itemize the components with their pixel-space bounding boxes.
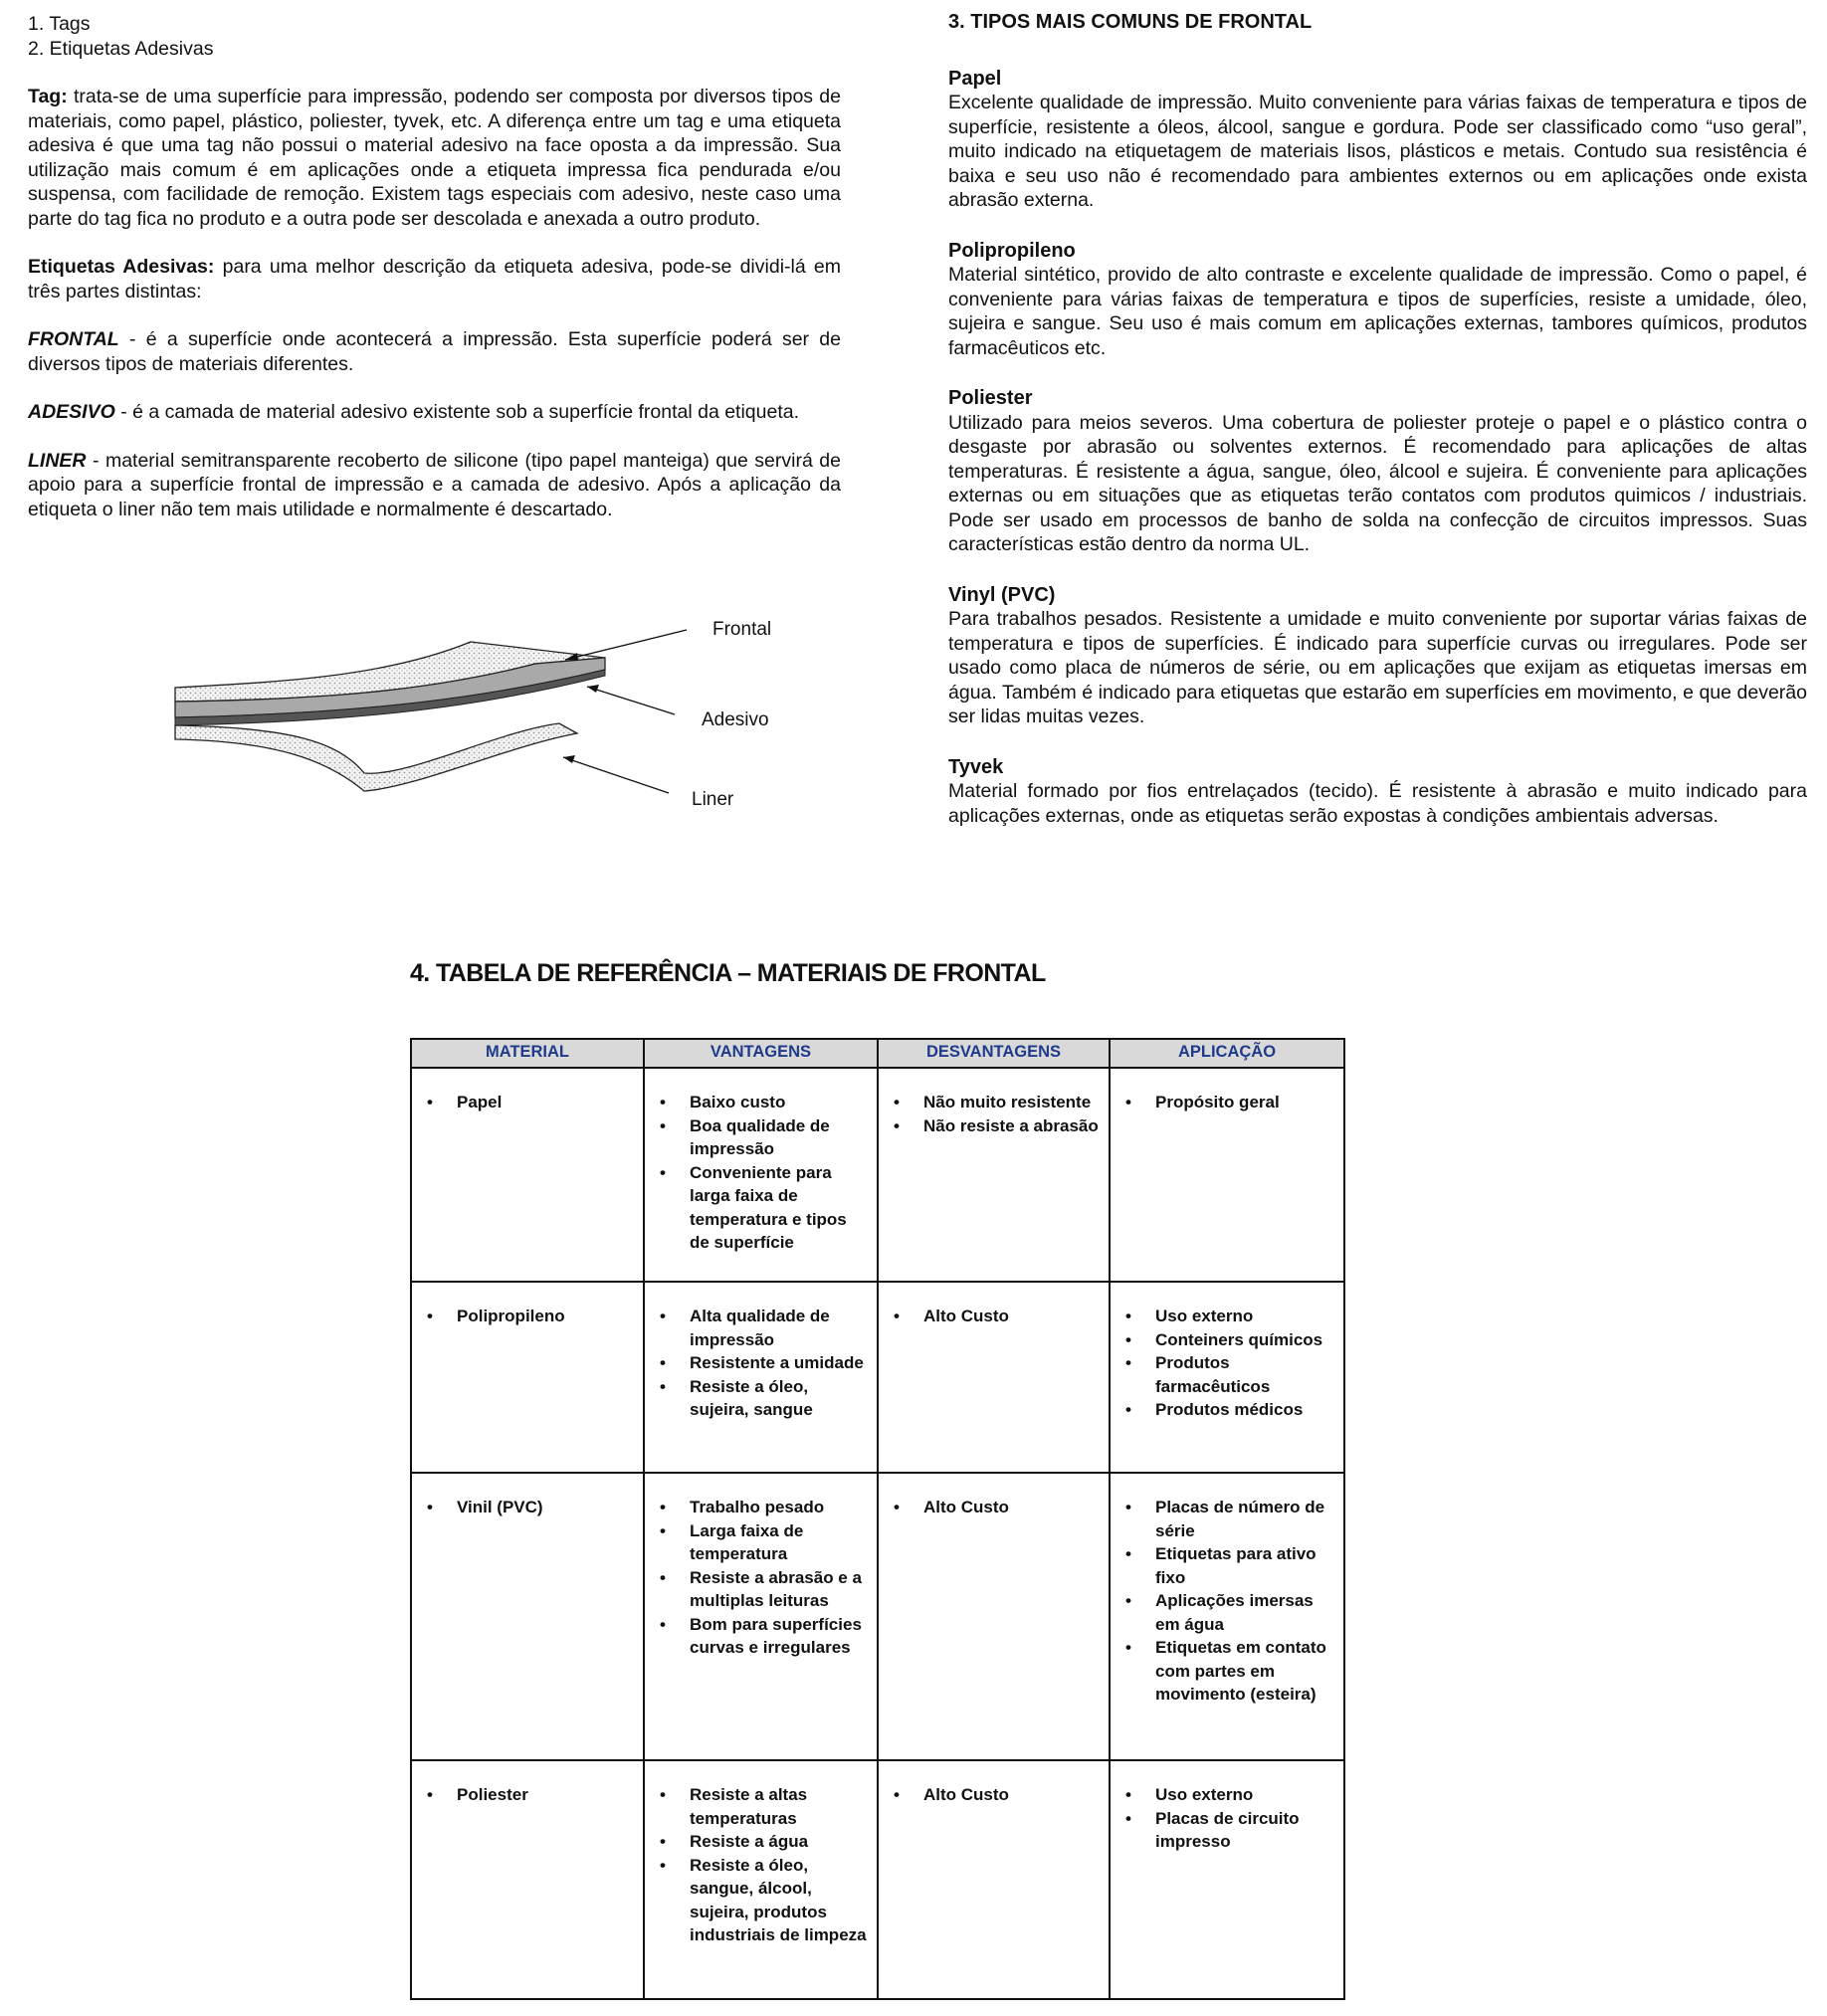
bullet-item: • Etiquetas em contato com partes em movimento (esteira) [1155,1636,1337,1707]
bullet-list [889,1496,1103,1519]
bullet-item: • Poliester [457,1783,637,1807]
paragraph-text: - é a superfície onde acontecerá a impressão. Esta superfície poderá ser de diversos tipos de materiais diferentes. [28,328,841,375]
column-header-aplicacao: APLICAÇÃO [1110,1039,1344,1068]
term-adesivo: ADESIVO [28,401,115,423]
table-cell-material [411,1473,644,1760]
bullet-item: • Produtos farmacêuticos [1155,1351,1337,1398]
table-header-row [411,1039,1344,1068]
bullet-item: • Uso externo [1155,1783,1337,1807]
bullet-item: • Placas de circuito impresso [1155,1807,1337,1854]
liner-layer [175,723,577,791]
table-cell-aplicacao [1110,1068,1344,1282]
section-body: Utilizado para meios severos. Uma cobertura de poliester proteje o papel e o plástico contra o desgaste por abrasão ou solventes externos. É recomendado para aplicações de altas temperaturas. É resistente a água, sangue, óleo, álcool e sujeira. É conveniente para aplicações externas ou em situações que as etiquetas terão contatos com produtos quimicos / industriais. Pode ser usado em processos de banho de solda na confecção de circuitos impressos. Suas características estão dentro da norma UL. [948,411,1807,555]
bullet-item: • Resiste a altas temperaturas [690,1783,871,1830]
bullet-list [889,1091,1103,1137]
label-adesivo: Adesivo [702,709,769,730]
label-liner: Liner [692,789,734,810]
table-cell-aplicacao [1110,1473,1344,1760]
bullet-item: • Propósito geral [1155,1091,1337,1114]
table-cell-vantagens [644,1068,878,1282]
bullet-item: • Alto Custo [923,1305,1103,1328]
section-body: Material sintético, provido de alto contraste e excelente qualidade de impressão. Como o papel, é conveniente para várias faixas de temperatura e tipos de superfícies, resiste a umidade, óleo, sujeira e sangue. Seu uso é mais comum em aplicações externas, tambores químicos, produtos farmacêuticos etc. [948,264,1807,359]
reference-table [410,1038,1345,2000]
bullet-item: • Polipropileno [457,1305,637,1328]
material-section-tyvek [948,755,1807,829]
material-section-polipropileno [948,239,1807,361]
paragraph-tag [28,85,841,231]
paragraph-text: - é a camada de material adesivo existente sob a superfície frontal da etiqueta. [114,401,800,423]
bullet-item: • Não resiste a abrasão [923,1114,1103,1138]
section-body: Excelente qualidade de impressão. Muito conveniente para várias faixas de temperatura e tipos de superfície, resistente a óleos, álcool, sangue e gordura. Pode ser classificado como “uso geral”, muito indicado na etiquetagem de materiais lisos, plásticos e metais. Contudo sua resistência é baixa e seu uso não é recomendado para ambientes externos ou em aplicações onde exista abrasão externa. [948,92,1807,211]
list-item: 1. Tags [28,13,91,35]
bullet-item: • Resiste a abrasão e a multiplas leituras [690,1566,871,1613]
bullet-item: • Papel [457,1091,637,1114]
table-cell-vantagens [644,1282,878,1473]
table-body [411,1068,1344,1999]
bullet-list [422,1091,637,1114]
table-cell-desvantagens [878,1282,1110,1473]
bullet-item: • Bom para superfícies curvas e irregulares [690,1613,871,1660]
bullet-item: • Alto Custo [923,1496,1103,1519]
table-cell-desvantagens [878,1068,1110,1282]
bullet-list [655,1783,871,1947]
material-section-poliester [948,386,1807,557]
bullet-list [422,1783,637,1807]
bullet-item: • Trabalho pesado [690,1496,871,1519]
material-section-vinyl [948,583,1807,729]
table-cell-aplicacao [1110,1282,1344,1473]
bullet-list [1120,1783,1337,1854]
table-row [411,1068,1344,1282]
bullet-item: • Placas de número de série [1155,1496,1337,1542]
table-title: 4. TABELA DE REFERÊNCIA – MATERIAIS DE FRONTAL [410,959,1046,987]
bullet-list [655,1305,871,1422]
right-column [948,10,1807,854]
section-body: Material formado por fios entrelaçados (tecido). É resistente à abrasão e muito indicado para aplicações externas, onde as etiquetas serão expostas à condições ambientais adversas. [948,780,1807,827]
column-header-material: MATERIAL [411,1039,644,1068]
term-frontal: FRONTAL [28,328,119,350]
label-frontal: Frontal [712,619,772,640]
table-cell-vantagens [644,1760,878,1999]
paragraph-text: para uma melhor descrição da etiqueta adesiva, pode-se dividi-lá em três partes distintas: [28,256,842,302]
term-etiquetas-adesivas: Etiquetas Adesivas: [28,256,215,278]
table-cell-material [411,1760,644,1999]
paragraph-text: trata-se de uma superfície para impressão, podendo ser composta por diversos tipos de materiais, como papel, plástico, poliester, tyvek, etc. A diferença entre um tag e uma etiqueta adesiva é que uma tag não possui o material adesivo na face oposta a da impressão. Sua utilização mais comum é em aplicações onde a etiqueta impressa fica pendurada e/ou suspensa, com facilidade de remoção. Existem tags especiais com adesivo, neste caso uma parte do tag fica no produto e a outra pode ser descolada e anexada a outro produto. [28,86,841,230]
bullet-item: • Larga faixa de temperatura [690,1519,871,1566]
list-item: 2. Etiquetas Adesivas [28,37,214,60]
bullet-item: • Resiste a óleo, sujeira, sangue [690,1375,871,1422]
bullet-item: • Produtos médicos [1155,1398,1337,1422]
table-cell-material [411,1068,644,1282]
section-body: Para trabalhos pesados. Resistente a umidade e muito conveniente por suportar várias faixas de temperatura e tipos de superfícies. É indicado para superfície curvas ou irregulares. Pode ser usado como placa de números de série, ou em aplicações que exijam as etiquetas imersas em água. Também é indicado para etiquetas que estarão em superfícies em movimento, e que deverão ser lidas muitas vezes. [948,608,1807,727]
bullet-list [422,1496,637,1519]
section-title: Tyvek [948,755,1004,778]
bullet-item: • Resiste a óleo, sangue, álcool, sujeira, produtos industriais de limpeza [690,1854,871,1947]
material-section-papel [948,67,1807,213]
bullet-item: • Vinil (PVC) [457,1496,637,1519]
bullet-list [889,1305,1103,1328]
table-row [411,1473,1344,1760]
table-cell-desvantagens [878,1473,1110,1760]
bullet-list [1120,1305,1337,1422]
section-title: Papel [948,67,1002,90]
table-row [411,1282,1344,1473]
left-column [28,12,841,521]
column-header-desvantagens: DESVANTAGENS [878,1039,1110,1068]
bullet-item: • Resiste a água [690,1830,871,1854]
paragraph-etiquetas-adesivas [28,255,841,303]
term-tag: Tag: [28,86,68,107]
paragraph-adesivo [28,400,841,425]
bullet-item: • Resistente a umidade [690,1351,871,1375]
table-cell-desvantagens [878,1760,1110,1999]
bullet-list [655,1091,871,1255]
bullet-item: • Boa qualidade de impressão [690,1114,871,1161]
paragraph-liner [28,449,841,522]
bullet-list [422,1305,637,1328]
bullet-list [1120,1496,1337,1707]
bullet-item: • Baixo custo [690,1091,871,1114]
paragraph-text: - material semitransparente recoberto de silicone (tipo papel manteiga) que servirá de apoio para a superfície frontal de impressão e a camada de adesivo. Após a aplicação da etiqueta o liner não tem mais utilidade e normalmente é descartado. [28,449,841,520]
bullet-list [655,1496,871,1660]
bullet-list [1120,1091,1337,1114]
section-title: Polipropileno [948,239,1076,262]
bullet-item: • Alta qualidade de impressão [690,1305,871,1351]
section-title: Vinyl (PVC) [948,583,1056,606]
paragraph-frontal [28,327,841,376]
bullet-list [889,1783,1103,1807]
bullet-item: • Conteiners químicos [1155,1328,1337,1352]
term-liner: LINER [28,449,87,472]
column-header-vantagens: VANTAGENS [644,1039,878,1068]
bullet-item: • Alto Custo [923,1783,1103,1807]
bullet-item: • Não muito resistente [923,1091,1103,1114]
bullet-item: • Aplicações imersas em água [1155,1589,1337,1636]
section-heading: 3. TIPOS MAIS COMUNS DE FRONTAL [948,11,1313,33]
table-cell-material [411,1282,644,1473]
section-title: Poliester [948,387,1033,409]
bullet-item: • Uso externo [1155,1305,1337,1328]
label-layers-figure [169,602,806,831]
bullet-item: • Conveniente para larga faixa de temperatura e tipos de superfície [690,1161,871,1255]
table-cell-vantagens [644,1473,878,1760]
table-row [411,1760,1344,1999]
bullet-item: • Etiquetas para ativo fixo [1155,1542,1337,1589]
table-cell-aplicacao [1110,1760,1344,1999]
